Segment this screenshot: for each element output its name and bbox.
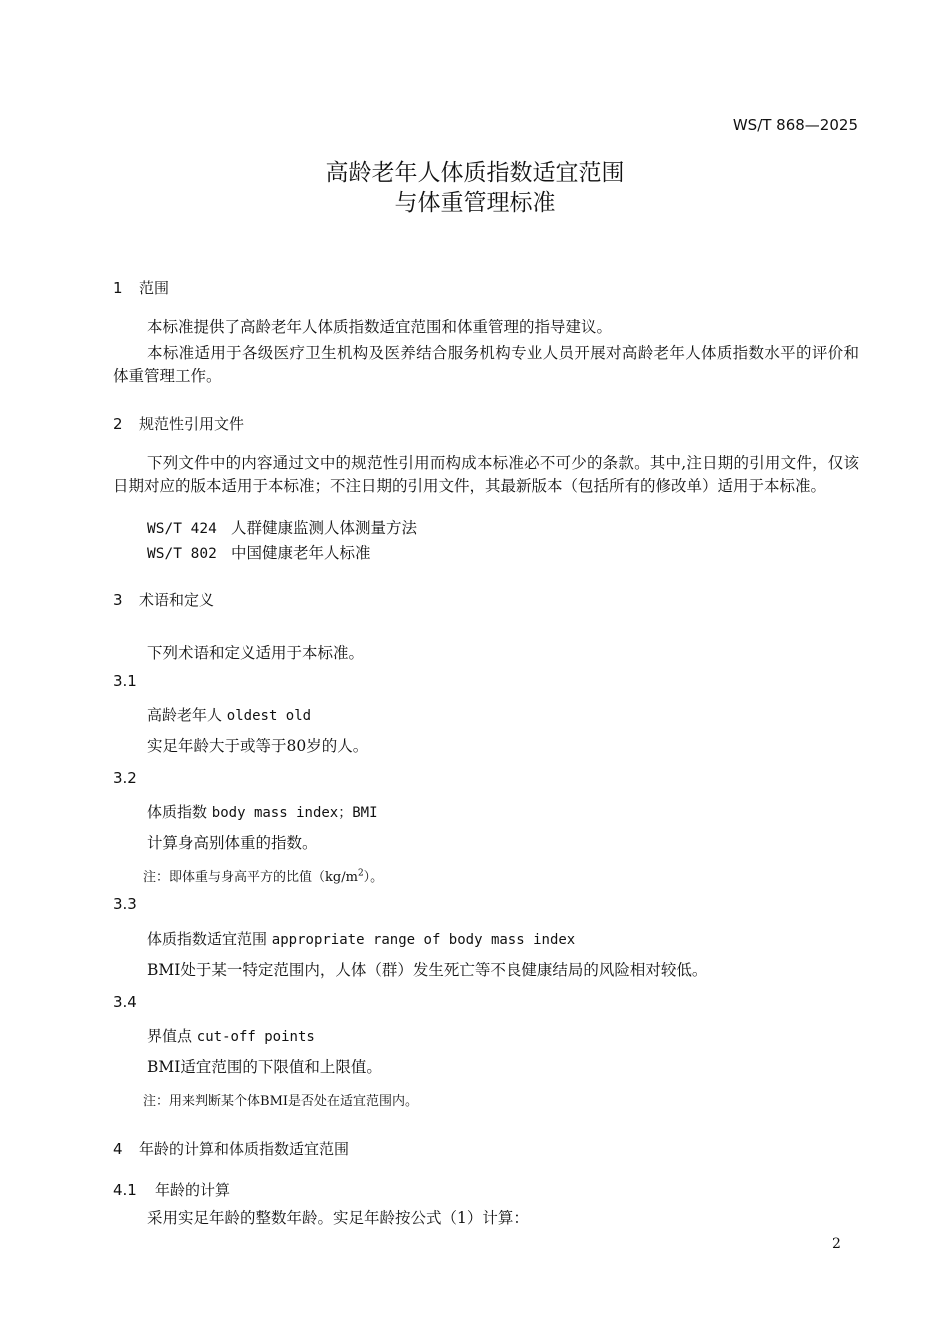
term-3-4 — [147, 1025, 315, 1046]
reference-name: 人群健康监测人体测量方法 — [231, 519, 418, 537]
term-3-4-number: 3.4 — [113, 993, 137, 1011]
section-4-heading — [113, 1138, 349, 1159]
title-line-1: 高龄老年人体质指数适宜范围 — [325, 160, 625, 186]
term-3-1-definition: 实足年龄大于或等于80岁的人。 — [147, 737, 369, 755]
section-1-heading — [113, 277, 169, 298]
section-1-paragraph-1: 本标准提供了高龄老年人体质指数适宜范围和体重管理的指导建议。 — [147, 318, 613, 336]
subsection-4-1-paragraph: 采用实足年龄的整数年龄。实足年龄按公式（1）计算： — [147, 1209, 529, 1227]
section-2-heading — [113, 413, 244, 434]
section-3-heading — [113, 589, 214, 610]
section-3-number: 3 — [113, 591, 123, 609]
term-zh: 体质指数 — [147, 803, 208, 821]
reference-code: WS/T 802 — [147, 546, 217, 562]
note-text: 即体重与身高平方的比值（kg/m — [169, 870, 358, 885]
section-3-title: 术语和定义 — [139, 591, 215, 609]
normative-reference — [147, 542, 371, 566]
term-en: body mass index；BMI — [211, 805, 378, 821]
section-2-number: 2 — [113, 415, 123, 433]
normative-reference — [147, 517, 417, 541]
term-3-3 — [147, 928, 575, 949]
term-3-3-number: 3.3 — [113, 895, 137, 913]
subsection-4-1-number: 4.1 — [113, 1181, 137, 1199]
section-3-intro: 下列术语和定义适用于本标准。 — [147, 644, 365, 662]
reference-name: 中国健康老年人标准 — [231, 544, 371, 562]
section-4-title: 年龄的计算和体质指数适宜范围 — [139, 1140, 350, 1158]
note-text-end: ）。 — [363, 870, 384, 885]
note-label: 注： — [143, 870, 170, 885]
term-en: cut-off points — [196, 1029, 315, 1045]
standard-code: WS/T 868—2025 — [732, 116, 858, 134]
term-en: oldest old — [226, 708, 312, 724]
term-3-4-definition: BMI适宜范围的下限值和上限值。 — [147, 1058, 382, 1076]
section-4-number: 4 — [113, 1140, 123, 1158]
document-title — [0, 158, 950, 218]
term-zh: 界值点 — [147, 1027, 193, 1045]
term-3-1 — [147, 704, 311, 725]
term-en: appropriate range of body mass index — [271, 932, 576, 948]
section-1-title: 范围 — [139, 279, 170, 297]
subsection-4-1-title: 年龄的计算 — [155, 1181, 231, 1199]
note-superscript: 2 — [357, 868, 364, 879]
note-text: 用来判断某个体BMI是否处在适宜范围内。 — [169, 1094, 419, 1109]
section-2-title: 规范性引用文件 — [139, 415, 245, 433]
title-line-2: 与体重管理标准 — [394, 190, 556, 216]
page-number: 2 — [832, 1236, 841, 1252]
term-3-2-number: 3.2 — [113, 769, 137, 787]
term-3-3-definition: BMI处于某一特定范围内，人体（群）发生死亡等不良健康结局的风险相对较低。 — [147, 961, 708, 979]
note-label: 注： — [143, 1094, 170, 1109]
subsection-4-1-heading — [113, 1179, 230, 1200]
term-3-1-number: 3.1 — [113, 672, 137, 690]
term-zh: 高龄老年人 — [147, 706, 223, 724]
section-2-paragraph-1: 下列文件中的内容通过文中的规范性引用而构成本标准必不可少的条款。其中,注日期的引用文件，仅该日期对应的版本适用于本标准；不注日期的引用文件，其最新版本（包括所有的修改单）适用于本标准。 — [113, 454, 859, 495]
reference-code: WS/T 424 — [147, 521, 217, 537]
term-3-2-note — [143, 866, 383, 885]
term-3-2-definition: 计算身高别体重的指数。 — [147, 834, 318, 852]
term-3-4-note — [143, 1090, 418, 1109]
section-1-paragraph-2: 本标准适用于各级医疗卫生机构及医养结合服务机构专业人员开展对高龄老年人体质指数水平的评价和体重管理工作。 — [113, 344, 859, 385]
section-1-number: 1 — [113, 279, 123, 297]
term-zh: 体质指数适宜范围 — [147, 930, 268, 948]
term-3-2 — [147, 801, 378, 822]
